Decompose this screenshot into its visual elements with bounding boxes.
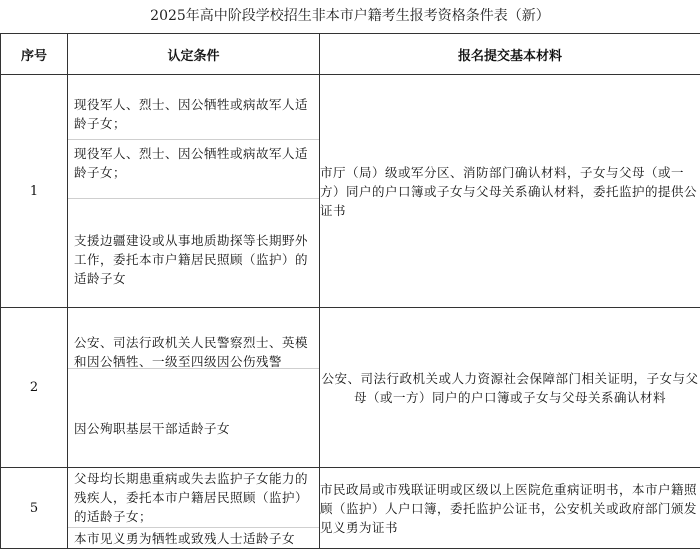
materials-cell: 市民政局或市残联证明或区级以上医院危重病证明书，本市户籍照顾（监护）人户口簿，委托监护公证书，公安机关或政府部门颁发见义勇为证书: [320, 468, 700, 549]
table-row: [1, 468, 700, 549]
condition-item: 现役军人、烈士、因公牺牲或病故军人适龄子女；: [68, 140, 319, 199]
condition-cell: [68, 308, 320, 468]
row-number: 2: [1, 308, 68, 468]
header-materials: 报名提交基本材料: [320, 34, 700, 75]
condition-item: 支援边疆建设或从事地质勘探等长期野外工作，委托本市户籍居民照顾（监护）的适龄子女: [68, 199, 319, 292]
condition-item: 因公殉职基层干部适龄子女: [68, 369, 319, 442]
header-condition: 认定条件: [68, 34, 320, 75]
materials-cell: 市厅（局）级或军分区、消防部门确认材料，子女与父母（或一方）同户的户口簿或子女与父母关系确认材料，委托监护的提供公证书: [320, 75, 700, 308]
condition-item: 公安、司法行政机关人民警察烈士、英模和因公牺牲、一级至四级因公伤残警: [68, 333, 319, 369]
table-header-row: [1, 34, 700, 75]
eligibility-table: [0, 33, 700, 549]
condition-cell: [68, 75, 320, 308]
condition-cell: [68, 468, 320, 549]
table-row: [1, 75, 700, 308]
condition-item: 本市见义勇为牺牲或致残人士适龄子女: [68, 528, 319, 548]
row-number: 5: [1, 468, 68, 549]
condition-item: 现役军人、烈士、因公牺牲或病故军人适龄子女；: [68, 91, 319, 140]
table-row: [1, 308, 700, 468]
row-number: 1: [1, 75, 68, 308]
header-serial-number: 序号: [1, 34, 68, 75]
table-title: 2025年高中阶段学校招生非本市户籍考生报考资格条件表（新）: [0, 0, 700, 33]
materials-cell: 公安、司法行政机关或人力资源社会保障部门相关证明，子女与父母（或一方）同户的户口簿或子女与父母关系确认材料: [320, 308, 700, 468]
condition-item: 父母均长期患重病或失去监护子女能力的残疾人，委托本市户籍居民照顾（监护）的适龄子女；: [68, 468, 319, 528]
